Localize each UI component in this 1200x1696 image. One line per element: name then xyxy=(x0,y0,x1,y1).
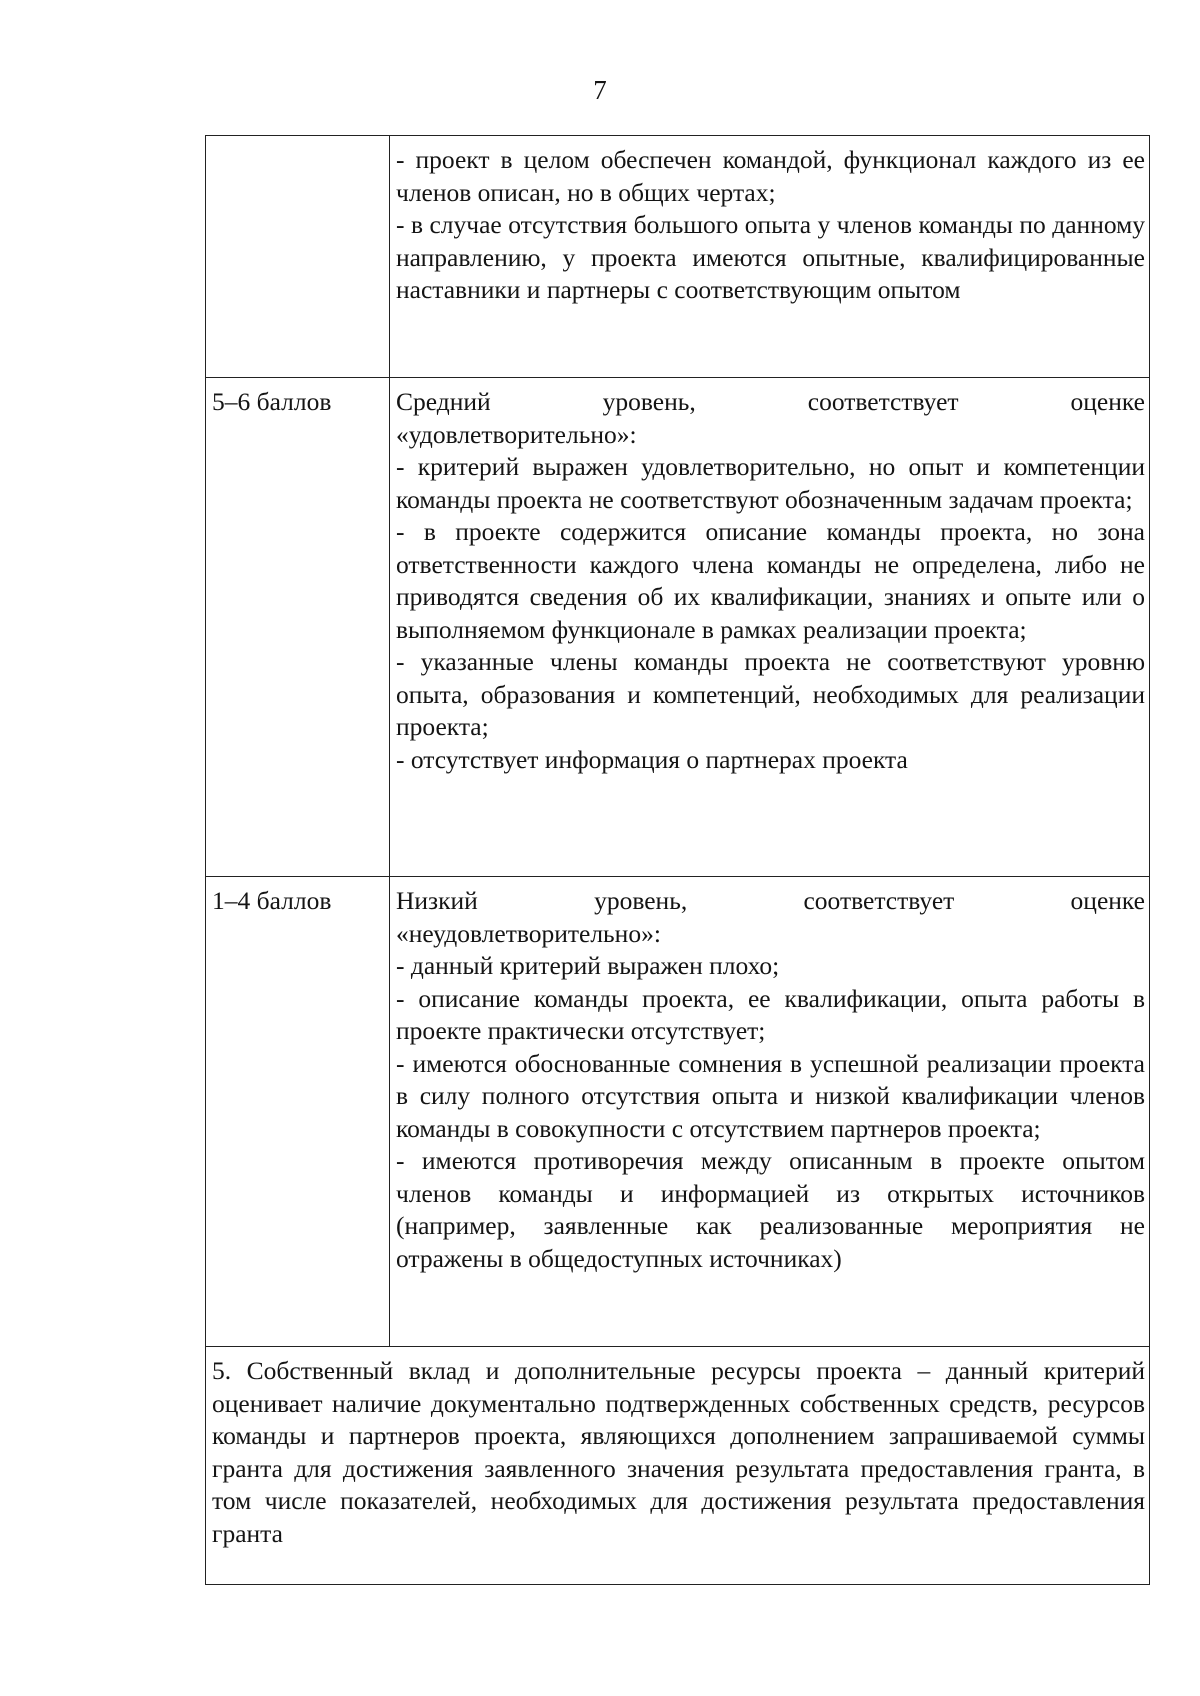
description-cell xyxy=(390,877,1150,1347)
level-heading-word: уровень, xyxy=(602,387,696,416)
description-line: - имеются противоречия между описанным в проекте опытом членов команды и информацией из открытых источников (например, заявленные как реализованные мероприятия не отражены в общедоступных источниках) xyxy=(396,1146,1145,1273)
level-heading xyxy=(396,885,1145,918)
description-line: - критерий выражен удовлетворительно, но опыт и компетенции команды проекта не соответствуют обозначенным задачам проекта; xyxy=(396,452,1145,514)
score-cell: 5–6 баллов xyxy=(206,378,390,877)
page-number: 7 xyxy=(593,75,607,105)
level-heading-rating: «неудовлетворительно»: xyxy=(396,918,661,948)
description-cell xyxy=(390,378,1150,877)
level-heading-word: соответствует xyxy=(807,387,959,416)
description-line: - проект в целом обеспечен командой, функционал каждого из ее членов описан, но в общих чертах; xyxy=(396,145,1145,207)
level-heading-word: уровень, xyxy=(594,886,688,915)
score-cell: 1–4 баллов xyxy=(206,877,390,1347)
table-row xyxy=(206,877,1150,1347)
description-line: - в проекте содержится описание команды проекта, но зона ответственности каждого члена команды не определена, либо не приводятся сведения об их квалификации, знаниях и опыте или о выполняемом функционале в рамках реализации проекта; xyxy=(396,517,1145,644)
table-row xyxy=(206,136,1150,378)
description-line: - данный критерий выражен плохо; xyxy=(396,951,780,980)
description-line: - имеются обоснованные сомнения в успешной реализации проекта в силу полного отсутствия опыта и низкой квалификации членов команды в совокупности с отсутствием партнеров проекта; xyxy=(396,1048,1145,1143)
score-cell xyxy=(206,136,390,378)
criteria-table xyxy=(205,135,1150,1585)
level-heading-word: Средний xyxy=(396,387,491,416)
criterion-5-text: 5. Собственный вклад и дополнительные ресурсы проекта – данный критерий оценивает наличие документально подтвержденных собственных средств, ресурсов команды и партнеров проекта, являющихся дополнением запрашиваемой суммы гранта для достижения заявленного значения результата предоставления гранта, в том числе показателей, необходимых для достижения результата предоставления гранта xyxy=(212,1356,1145,1548)
level-heading xyxy=(396,386,1145,419)
criterion-5-cell xyxy=(206,1347,1150,1585)
level-heading-word: соответствует xyxy=(803,886,955,915)
level-heading-word: Низкий xyxy=(396,886,478,915)
level-heading-word: оценке xyxy=(1070,886,1145,915)
level-heading-word: оценке xyxy=(1070,387,1145,416)
description-line: - указанные члены команды проекта не соответствуют уровню опыта, образования и компетенций, необходимых для реализации проекта; xyxy=(396,647,1145,741)
description-cell xyxy=(390,136,1150,378)
level-heading-rating: «удовлетворительно»: xyxy=(396,419,637,449)
description-line: - в случае отсутствия большого опыта у членов команды по данному направлению, у проекта имеются опытные, квалифицированные наставники и партнеры с соответствующим опытом xyxy=(396,210,1145,304)
description-line: - описание команды проекта, ее квалификации, опыта работы в проекте практически отсутствует; xyxy=(396,983,1145,1045)
description-line: - отсутствует информация о партнерах проекта xyxy=(396,744,908,774)
table-row xyxy=(206,378,1150,877)
table-row xyxy=(206,1347,1150,1585)
